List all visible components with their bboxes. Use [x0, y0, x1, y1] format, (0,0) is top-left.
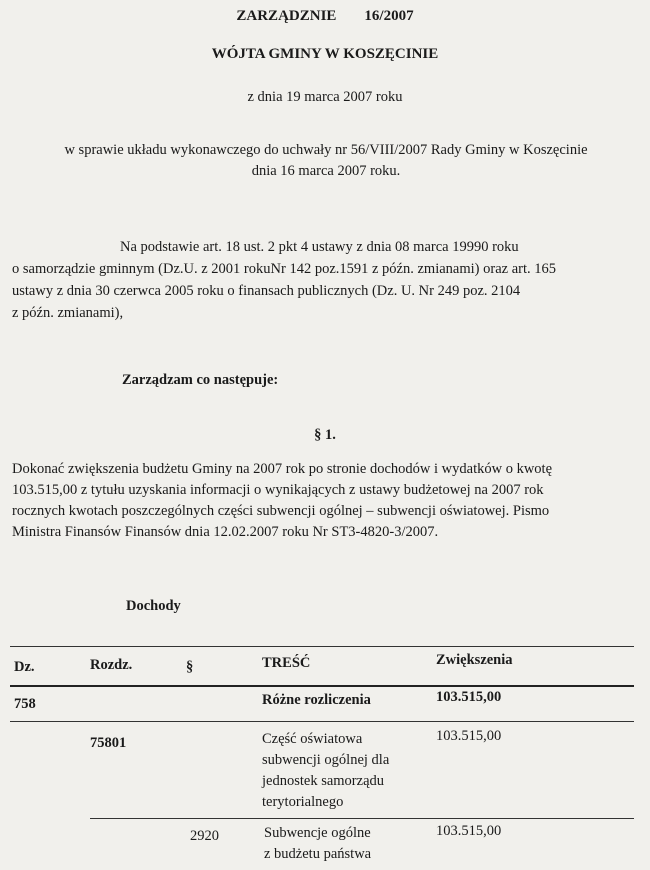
cell-rozdz: 75801: [90, 735, 127, 751]
cell-dz: 758: [14, 696, 36, 712]
paragraph-mark: § 1.: [314, 427, 336, 443]
legal-basis-line: z późn. zmianami),: [12, 305, 124, 321]
document-title: [0, 8, 650, 25]
paragraph-line: Dokonać zwiększenia budżetu Gminy na 2007 rok po stronie dochodów i wydatków o kwotę: [12, 461, 553, 477]
cell-tresc: Subwencje ogólne z budżetu państwa: [264, 825, 372, 862]
table-rule: [90, 818, 634, 819]
cell-tresc: Część oświatowa subwencji ogólnej dla jednostek samorządu terytorialnego: [262, 731, 390, 810]
issuing-authority: WÓJTA GMINY W KOSZĘCINIE: [211, 46, 439, 62]
document-subject: [20, 140, 632, 182]
subject-line: w sprawie układu wykonawczego do uchwały nr 56/VIII/2007 Rady Gminy w Koszęcinie: [64, 142, 588, 158]
legal-basis-line: o samorządzie gminnym (Dz.U. z 2001 rokuNr 142 poz.1591 z późn. zmianami) oraz art. 165: [12, 261, 556, 277]
header-dz: Dz.: [14, 659, 35, 675]
table-rule: [10, 685, 634, 687]
paragraph-line: Ministra Finansów Finansów dnia 12.02.2007 roku Nr ST3-4820-3/2007.: [12, 524, 439, 540]
decree-intro: Zarządzam co następuje:: [122, 372, 279, 388]
document-date: z dnia 19 marca 2007 roku: [247, 89, 403, 105]
header-paragraph: §: [186, 659, 194, 675]
cell-tresc: Różne rozliczenia: [262, 692, 371, 708]
paragraph-line: 103.515,00 z tytułu uzyskania informacji o wynikających z ustawy budżetowej na 2007 rok: [12, 482, 544, 498]
paragraph-body: [12, 459, 642, 543]
table-rule: [10, 646, 634, 647]
section-title: Dochody: [126, 598, 181, 614]
legal-basis-line: Na podstawie art. 18 ust. 2 pkt 4 ustawy z dnia 08 marca 19990 roku: [120, 239, 519, 255]
header-zwiekszenia: Zwiększenia: [436, 652, 513, 668]
header-tresc: TREŚĆ: [262, 655, 311, 671]
title-word: ZARZĄDZNIE: [236, 8, 337, 24]
cell-value: 103.515,00: [436, 728, 502, 744]
cell-paragraph: 2920: [190, 828, 219, 844]
subject-line: dnia 16 marca 2007 roku.: [251, 163, 401, 179]
legal-basis-line: ustawy z dnia 30 czerwca 2005 roku o finansach publicznych (Dz. U. Nr 249 poz. 2104: [12, 283, 521, 299]
cell-value: 103.515,00: [436, 689, 502, 705]
table-rule: [10, 721, 634, 722]
paragraph-line: rocznych kwotach poszczególnych części subwencji ogólnej – subwencji oświatowej. Pismo: [12, 503, 550, 519]
legal-basis: [12, 236, 632, 324]
title-number: 16/2007: [364, 8, 414, 24]
header-rozdz: Rozdz.: [90, 657, 133, 673]
cell-value: 103.515,00: [436, 823, 502, 839]
